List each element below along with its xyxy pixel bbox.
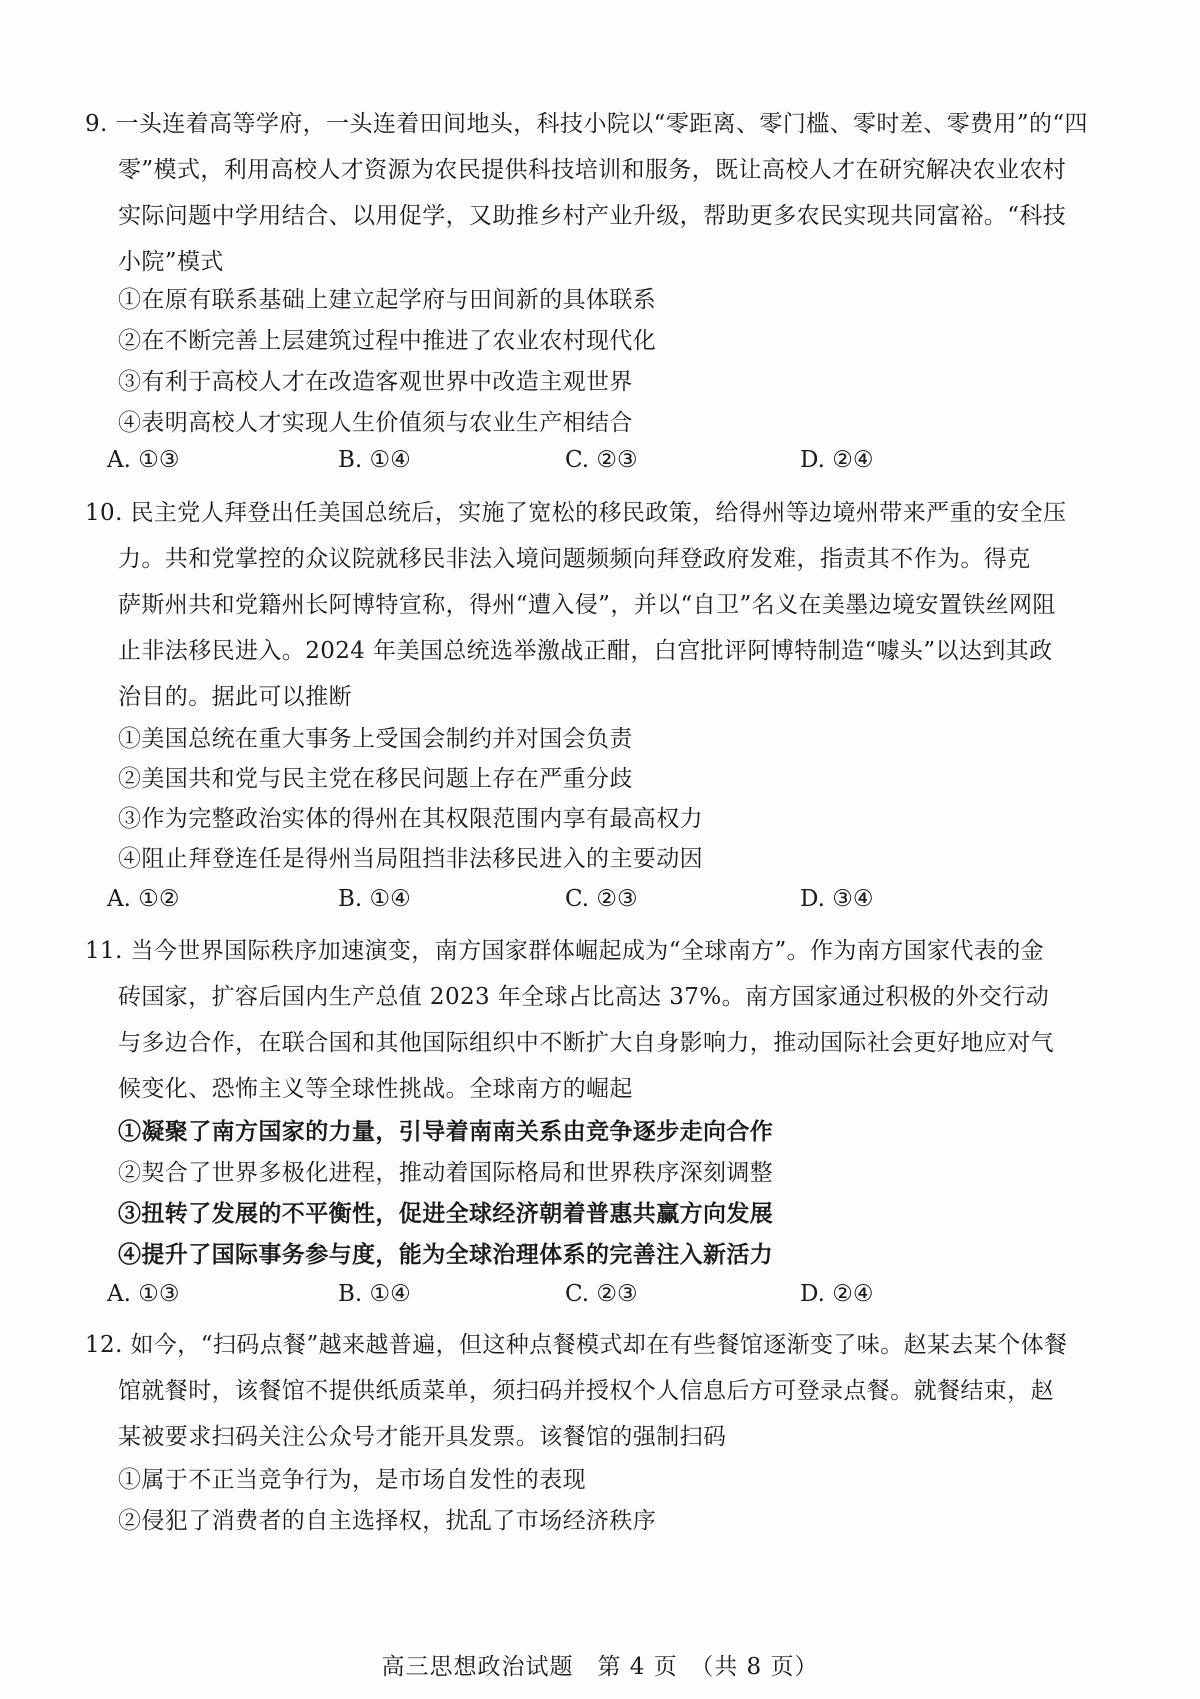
question-10-statement-4: ④阻止拜登连任是得州当局阻挡非法移民进入的主要动因: [118, 846, 703, 872]
choice-c: C. ②③: [565, 1281, 638, 1307]
question-10-stem-line: 治目的。据此可以推断: [118, 684, 352, 710]
question-9-statement-1: ①在原有联系基础上建立起学府与田间新的具体联系: [118, 287, 657, 313]
page-footer: 高三思想政治试题 第 4 页 （共 8 页）: [381, 1654, 819, 1680]
choice-a: A. ①③: [107, 1281, 180, 1307]
question-10-statement-3: ③作为完整政治实体的得州在其权限范围内享有最高权力: [118, 806, 703, 832]
choice-c: C. ②③: [565, 886, 638, 912]
choice-d: D. ③④: [800, 886, 874, 912]
question-9-stem-line: 9. 一头连着高等学府，一头连着田间地头，科技小院以“零距离、零门槛、零时差、零费用”的“四: [85, 111, 1088, 137]
question-9-choices: [0, 445, 1200, 475]
question-9-stem-line: 零”模式，利用高校人才资源为农民提供科技培训和服务，既让高校人才在研究解决农业农村: [118, 157, 1067, 183]
question-10-stem-line: 止非法移民进入。2024 年美国总统选举激战正酣，白宫批评阿博特制造“噱头”以达到其政: [118, 638, 1053, 664]
question-9-statement-2: ②在不断完善上层建筑过程中推进了农业农村现代化: [118, 328, 657, 354]
question-12-statement-1: ①属于不正当竞争行为，是市场自发性的表现: [118, 1467, 586, 1493]
choice-d: D. ②④: [800, 1281, 874, 1307]
choice-a: A. ①③: [107, 447, 180, 473]
choice-c: C. ②③: [565, 447, 638, 473]
question-11-stem-line: 11. 当今世界国际秩序加速演变，南方国家群体崛起成为“全球南方”。作为南方国家代表的金: [85, 938, 1045, 964]
question-11-stem-line: 与多边合作，在联合国和其他国际组织中不断扩大自身影响力，推动国际社会更好地应对气: [118, 1030, 1054, 1056]
question-9-statement-3: ③有利于高校人才在改造客观世界中改造主观世界: [118, 369, 633, 395]
question-11-statement-2: ②契合了世界多极化进程，推动着国际格局和世界秩序深刻调整: [118, 1160, 774, 1186]
choice-b: B. ①④: [338, 886, 411, 912]
choice-b: B. ①④: [338, 1281, 411, 1307]
question-11-statement-1: ①凝聚了南方国家的力量，引导着南南关系由竞争逐步走向合作: [118, 1118, 774, 1145]
question-9-statement-4: ④表明高校人才实现人生价值须与农业生产相结合: [118, 410, 633, 436]
question-12-stem-line: 某被要求扫码关注公众号才能开具发票。该餐馆的强制扫码: [118, 1424, 727, 1450]
question-9-stem-line: 小院”模式: [118, 249, 224, 275]
question-12-stem-line: 12. 如今，“扫码点餐”越来越普遍，但这种点餐模式却在有些餐馆逐渐变了味。赵某去某个体餐: [85, 1332, 1068, 1358]
choice-b: B. ①④: [338, 447, 411, 473]
question-10-stem-line: 10. 民主党人拜登出任美国总统后，实施了宽松的移民政策，给得州等边境州带来严重的安全压: [85, 500, 1067, 526]
question-12-statement-2: ②侵犯了消费者的自主选择权，扰乱了市场经济秩序: [118, 1508, 657, 1534]
question-10-stem-line: 力。共和党掌控的众议院就移民非法入境问题频频向拜登政府发难，指责其不作为。得克: [118, 546, 1031, 572]
question-12-stem-line: 馆就餐时，该餐馆不提供纸质菜单，须扫码并授权个人信息后方可登录点餐。就餐结束，赵: [118, 1378, 1054, 1404]
question-11-statement-3: ③扭转了发展的不平衡性，促进全球经济朝着普惠共赢方向发展: [118, 1200, 774, 1227]
question-11-stem-line: 候变化、恐怖主义等全球性挑战。全球南方的崛起: [118, 1076, 633, 1102]
question-10-statement-1: ①美国总统在重大事务上受国会制约并对国会负责: [118, 726, 633, 752]
question-9-stem-line: 实际问题中学用结合、以用促学，又助推乡村产业升级，帮助更多农民实现共同富裕。“科技: [118, 203, 1067, 229]
choice-d: D. ②④: [800, 447, 874, 473]
choice-a: A. ①②: [107, 886, 180, 912]
question-10-statement-2: ②美国共和党与民主党在移民问题上存在严重分歧: [118, 766, 633, 792]
question-11-choices: [0, 1279, 1200, 1309]
question-11-statement-4: ④提升了国际事务参与度，能为全球治理体系的完善注入新活力: [118, 1241, 774, 1268]
question-10-stem-line: 萨斯州共和党籍州长阿博特宣称，得州“遭入侵”，并以“自卫”名义在美墨边境安置铁丝网阻: [118, 592, 1056, 618]
question-11-stem-line: 砖国家，扩容后国内生产总值 2023 年全球占比高达 37%。南方国家通过积极的外交行动: [118, 984, 1050, 1010]
question-10-choices: [0, 884, 1200, 914]
